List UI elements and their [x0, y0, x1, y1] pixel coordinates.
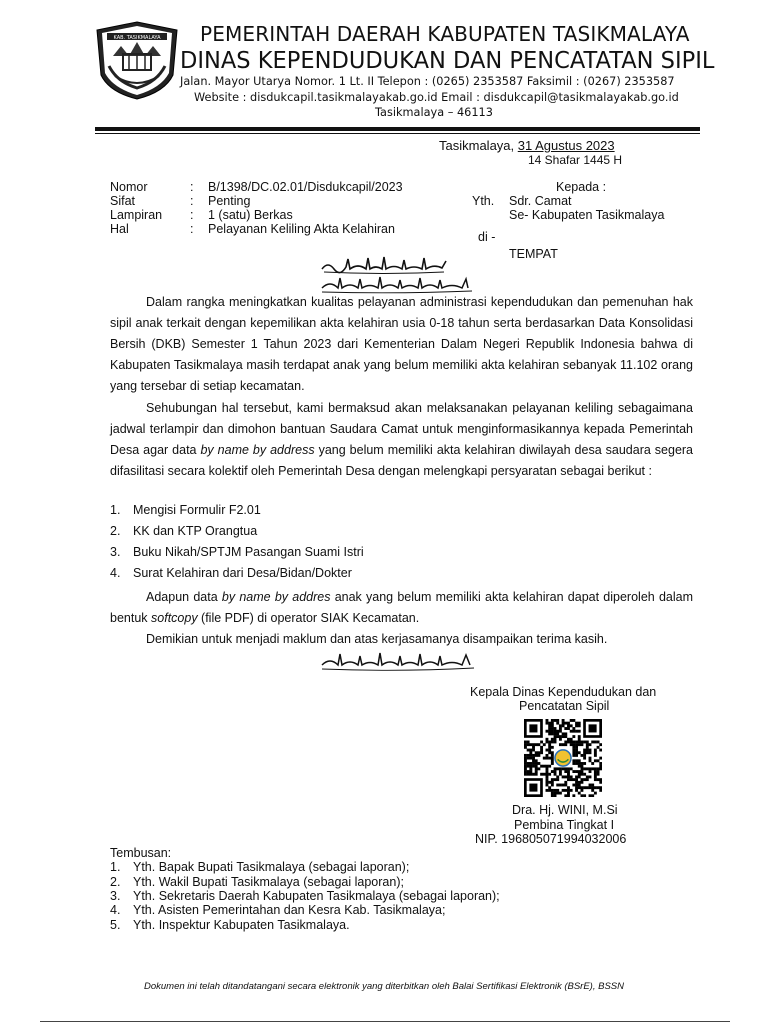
header-rule-thick — [95, 127, 700, 131]
tembusan-text: Yth. Bapak Bupati Tasikmalaya (sebagai laporan); — [133, 860, 410, 874]
list-text: KK dan KTP Orangtua — [133, 524, 258, 538]
list-text: Mengisi Formulir F2.01 — [133, 503, 261, 517]
tembusan-item — [110, 875, 404, 889]
p3-emphasis-1: by name by addres — [221, 590, 331, 604]
date-hijri: 14 Shafar 1445 H — [528, 153, 623, 167]
recipient-kepada: Kepada : — [556, 180, 607, 194]
recipient-place: TEMPAT — [509, 247, 558, 261]
tembusan-text: Yth. Wakil Bupati Tasikmalaya (sebagai laporan); — [133, 875, 404, 889]
meta-value: Penting — [208, 194, 251, 208]
signatory-name: Dra. Hj. WINI, M.Si — [512, 803, 618, 817]
header-rule-thin — [95, 133, 700, 134]
p2-text-b: yang belum memiliki akta kelahiran diwilayah desa saudara segera difasilitasi secara kolektif oleh Pemerintah Desa dengan melengkapi persyaratan sebagai berikut : — [110, 443, 694, 478]
body-paragraph-4: Demikian untuk menjadi maklum dan atas kerjasamanya disampaikan terima kasih. — [146, 632, 608, 646]
tembusan-text: Yth. Asisten Pemerintahan dan Kesra Kab. Tasikmalaya; — [133, 903, 446, 917]
tembusan-number: 2. — [110, 875, 121, 889]
list-number: 4. — [110, 566, 121, 580]
body-paragraph-1: Dalam rangka meningkatkan kualitas pelayanan administrasi kependudukan dan pemenuhan hak sipil anak terkait dengan kepemilikan akta kelahiran usia 0-18 tahun serta berdasarkan Data Konsolidasi Bersih (DKB) Semester 1 Tahun 2023 dari Kementerian Dalam Negeri Republik Indonesia bahwa di Kabupaten Tasikmalaya masih terdapat anak yang belum memiliki akta kelahiran sebanyak 11.102 orang yang tersebar di setiap kecamatan. — [110, 295, 693, 393]
regency-logo-icon — [95, 20, 180, 100]
header-government: PEMERINTAH DAERAH KABUPATEN TASIKMALAYA — [200, 22, 690, 46]
list-item — [110, 503, 261, 517]
signatory-rank: Pembina Tingkat I — [514, 818, 615, 832]
tembusan-number: 3. — [110, 889, 121, 903]
p2-emphasis: by name by address — [200, 443, 315, 457]
tembusan-item — [110, 903, 445, 917]
body-paragraph-3 — [110, 587, 693, 629]
signature-title-2: Pencatatan Sipil — [519, 699, 610, 713]
p3-text-a: Adapun data — [146, 590, 222, 604]
meta-colon: : — [190, 208, 194, 222]
meta-label: Hal — [110, 222, 129, 236]
list-number: 2. — [110, 524, 121, 538]
tembusan-item — [110, 918, 350, 932]
date-prefix: Tasikmalaya, — [439, 138, 518, 153]
list-text: Buku Nikah/SPTJM Pasangan Suami Istri — [133, 545, 364, 559]
meta-colon: : — [190, 222, 194, 236]
salam-calligraphy-icon — [318, 274, 478, 294]
meta-colon: : — [190, 194, 194, 208]
signature-title-1: Kepala Dinas Kependudukan dan — [470, 685, 657, 699]
header-agency: DINAS KEPENDUDUKAN DAN PENCATATAN SIPIL — [180, 48, 715, 74]
tembusan-text: Yth. Sekretaris Daerah Kabupaten Tasikmalaya (sebagai laporan); — [133, 889, 500, 903]
meta-value: Pelayanan Keliling Akta Kelahiran — [208, 222, 395, 236]
header-address: Jalan. Mayor Utarya Nomor. 1 Lt. II Telepon : (0265) 2353587 Faksimil : (0267) 2353587 — [180, 75, 675, 88]
recipient-scope: Se- Kabupaten Tasikmalaya — [509, 208, 665, 222]
list-number: 3. — [110, 545, 121, 559]
header-city: Tasikmalaya – 46113 — [375, 106, 493, 119]
meta-label: Nomor — [110, 180, 148, 194]
recipient-name: Sdr. Camat — [509, 194, 572, 208]
list-number: 1. — [110, 503, 121, 517]
list-item — [110, 566, 352, 580]
list-text: Surat Kelahiran dari Desa/Bidan/Dokter — [133, 566, 352, 580]
meta-label: Sifat — [110, 194, 136, 208]
p2-text-a: Sehubungan hal tersebut, kami bermaksud akan melaksanakan pelayanan keliling sebagaimana jadwal terlampir dan dimohon bantuan Saudara Camat untuk menginformasikannya kepada Pemerintah Desa agar data — [110, 401, 693, 457]
meta-value: 1 (satu) Berkas — [208, 208, 293, 222]
list-item — [110, 524, 257, 538]
tembusan-number: 4. — [110, 903, 121, 917]
tembusan-item — [110, 860, 409, 874]
header-web: Website : disdukcapil.tasikmalayakab.go.id Email : disdukcapil@tasikmalayakab.go.id — [194, 91, 679, 104]
closing-salam-calligraphy-icon — [318, 650, 480, 672]
logo-label: KAB. TASIKMALAYA — [113, 34, 161, 41]
meta-label: Lampiran — [110, 208, 163, 222]
p3-text-c: (file PDF) di operator SIAK Kecamatan. — [197, 611, 420, 625]
footer-rule — [40, 1021, 730, 1022]
basmalah-calligraphy-icon — [318, 253, 450, 275]
body-paragraph-2 — [110, 398, 693, 482]
tembusan-text: Yth. Inspektur Kabupaten Tasikmalaya. — [133, 918, 350, 932]
e-signature-footer: Dokumen ini telah ditandatangani secara elektronik yang diterbitkan oleh Balai Sertifikasi Elektronik (BSrE), BSSN — [144, 981, 624, 992]
tembusan-item — [110, 889, 500, 903]
qr-code-icon — [524, 719, 602, 797]
recipient-di: di - — [478, 230, 496, 244]
letter-date — [439, 138, 615, 153]
meta-value: B/1398/DC.02.01/Disdukcapil/2023 — [208, 180, 403, 194]
tembusan-number: 5. — [110, 918, 121, 932]
list-item — [110, 545, 364, 559]
recipient-yth: Yth. — [472, 194, 495, 208]
tembusan-number: 1. — [110, 860, 121, 874]
p3-text-b: anak yang belum memiliki akta kelahiran dapat diperoleh dalam bentuk — [110, 590, 694, 625]
meta-colon: : — [190, 180, 194, 194]
tembusan-label: Tembusan: — [110, 846, 172, 860]
signatory-nip: NIP. 196805071994032006 — [475, 832, 627, 846]
date-gregorian: 31 Agustus 2023 — [517, 138, 615, 153]
p3-emphasis-2: softcopy — [151, 611, 198, 625]
